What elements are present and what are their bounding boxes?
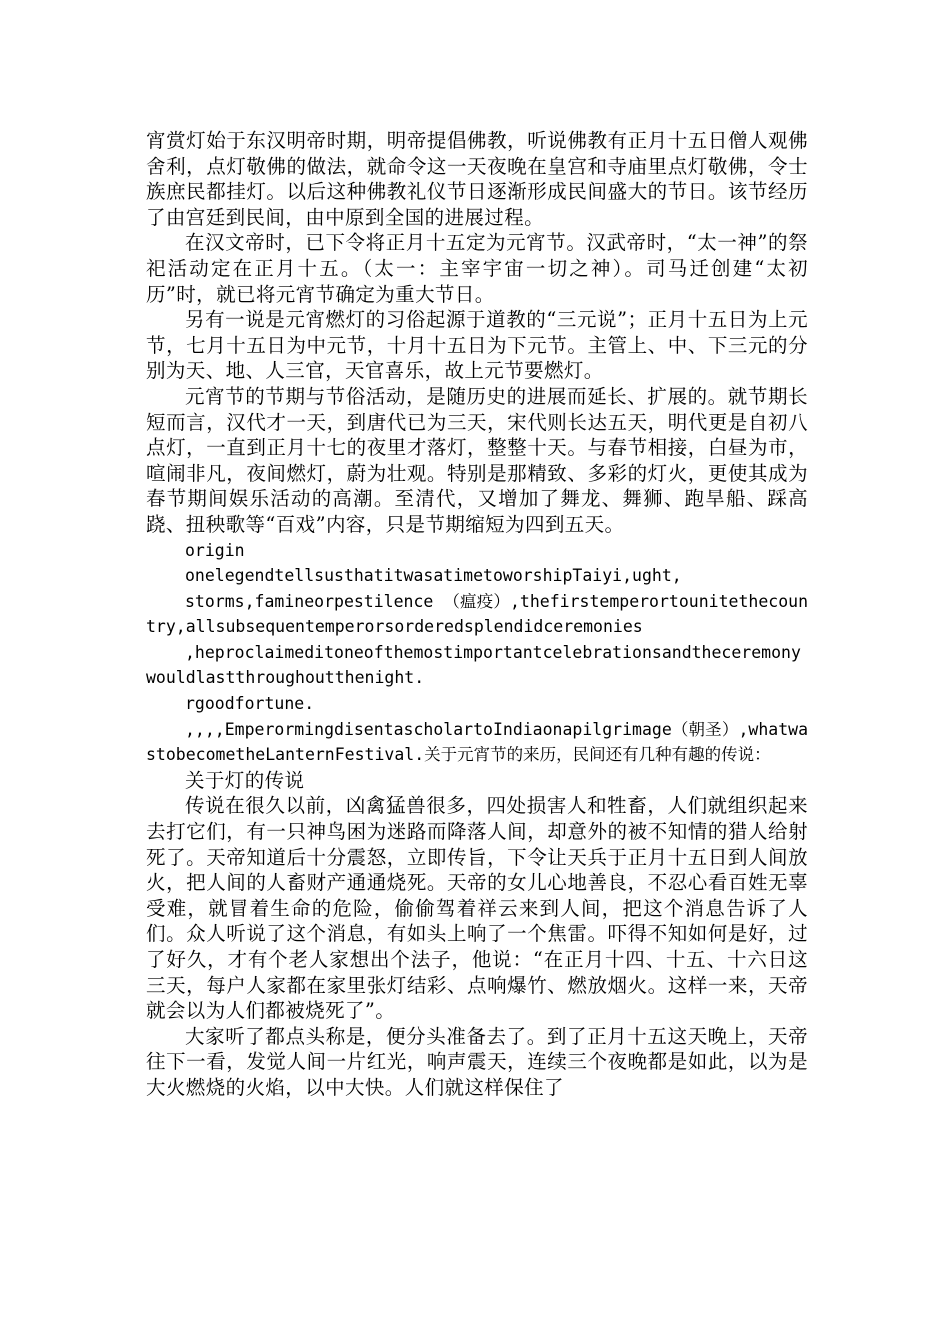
paragraph-legend-ending: 大家听了都点头称是，便分头准备去了。到了正月十五这天晚上，天帝往下一看，发觉人间一片红光，响声震天，连续三个夜晚都是如此，以为是大火燃烧的火焰，以中大快。人们就这样保住了 (146, 1024, 808, 1099)
paragraph-proclaimed: ,heproclaimeditoneofthemostimportantcelebrationsandtheceremonywouldlastthroughoutthenight. (146, 642, 801, 688)
paragraph-storms: storms,famineorpestilence （瘟疫）,thefirstemperortounitethecountry,allsubsequentemperorsorderedsplendidceremonies (146, 591, 808, 637)
section-heading-lantern-legend: 关于灯的传说 (185, 768, 305, 792)
paragraph-legend: onelegendtellsusthatitwasatimetoworshipTaiyi,ught, (185, 566, 682, 586)
paragraph-emperor-ming: ,,,,EmperormingdisentascholartoIndiaonapilgrimage（朝圣）,whatwastobecometheLanternFestival.关于元宵节的来历，民间还有几种有趣的传说： (146, 719, 808, 765)
paragraph-origin: origin (185, 540, 245, 560)
paragraph-3: 另有一说是元宵燃灯的习俗起源于道教的“三元说”；正月十五日为上元节，七月十五日为中元节，十月十五日为下元节。主管上、中、下三元的分别为天、地、人三官，天官喜乐，故上元节要燃灯。 (146, 308, 808, 383)
paragraph-2: 在汉文帝时，已下令将正月十五定为元宵节。汉武帝时，“太一神”的祭祀活动定在正月十五。（太一：主宰宇宙一切之神）。司马迁创建“太初历”时，就已将元宵节确定为重大节日。 (146, 231, 808, 306)
paragraph-1: 宵赏灯始于东汉明帝时期，明帝提倡佛教，听说佛教有正月十五日僧人观佛舍利，点灯敬佛的做法，就命令这一天夜晚在皇宫和寺庙里点灯敬佛，令士族庶民都挂灯。以后这种佛教礼仪节日逐渐形成民间盛大的节日。该节经历了由宫廷到民间，由中原到全国的进展过程。 (146, 129, 808, 229)
paragraph-legend-story: 传说在很久以前，凶禽猛兽很多，四处损害人和牲畜，人们就组织起来去打它们，有一只神鸟困为迷路而降落人间，却意外的被不知情的猎人给射死了。天帝知道后十分震怒，立即传旨，下令让天兵于正月十五日到人间放火，把人间的人畜财产通通烧死。天帝的女儿心地善良，不忍心看百姓无辜受难，就冒着生命的危险，偷偷驾着祥云来到人间，把这个消息告诉了人们。众人听说了这个消息，有如头上响了一个焦雷。吓得不知如何是好，过了好久，才有个老人家想出个法子，他说：“在正月十四、十五、十六日这三天，每户人家都在家里张灯结彩、点响爆竹、燃放烟火。这样一来，天帝就会以为人们都被烧死了”。 (146, 794, 808, 1023)
document-body (146, 128, 808, 1101)
paragraph-fortune: rgoodfortune. (185, 694, 315, 714)
paragraph-4: 元宵节的节期与节俗活动，是随历史的进展而延长、扩展的。就节期长短而言，汉代才一天，到唐代已为三天，宋代则长达五天，明代更是自初八点灯，一直到正月十七的夜里才落灯，整整十天。与春节相接，白昼为市，喧闹非凡，夜间燃灯，蔚为壮观。特别是那精致、多彩的灯火，更使其成为春节期间娱乐活动的高潮。至清代，又增加了舞龙、舞狮、跑旱船、踩高跷、扭秧歌等“百戏”内容，只是节期缩短为四到五天。 (146, 384, 808, 536)
